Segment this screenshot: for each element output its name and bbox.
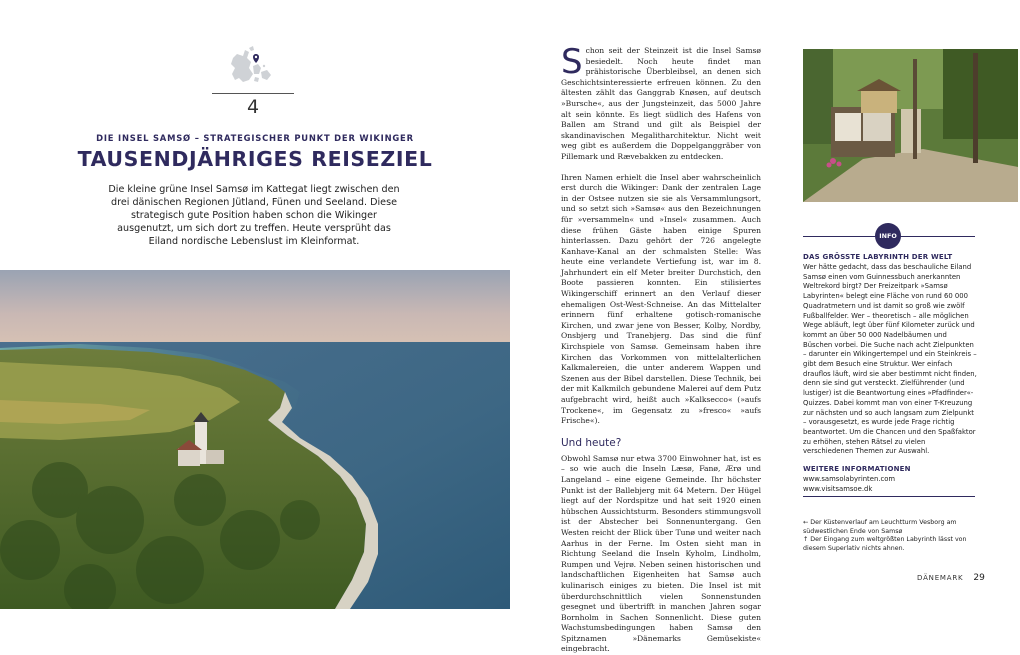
lighthouse-coast-photo — [0, 270, 510, 609]
chapter-number-rule — [212, 93, 294, 94]
body-paragraph-3: Obwohl Samsø nur etwa 3700 Einwohner hat, ist es – so wie auch die Inseln Læsø, Fanø, Ærø und Langeland – eine eigene Gemeinde. Ihr höchster Punkt ist der Ballebjerg mit 64 Metern. Der Hügel liegt auf der Nordspitze und hat seit 1920 einen hübschen Aussichtsturm. Besonders stimmungsvoll ist der Abstecher bei Sonnenuntergang. Gen Westen reicht der Blick über Tunø und weiter nach Aarhus in der Ferne. Im Osten sieht man in Richtung Seeland die Inseln Kyholm, Lindholm, Rumpen und Vejrø. Neben seinen historischen und landschaftlichen Eigenheiten hat Samsø auch kulinarisch einiges zu bieten. Die Insel ist mit überdurchschnittlich vielen Sonnenstunden gesegnet und übertrifft in manchen Jahren sogar Bornholm in Sachen Sonnenlicht. Diese guten Wachstumsbedingungen haben Samsø den Spitznamen »Dänemarks Gemüsekiste« eingebracht. — [561, 453, 761, 654]
drop-cap: S — [561, 42, 583, 82]
location-pin-icon — [253, 54, 259, 63]
body-paragraph-2: Ihren Namen erhielt die Insel aber wahrscheinlich erst durch die Wikinger: Dank der zentralen Lage in der Ostsee nutzen sie sie als Versammlungsort, und so setzt sich »Samsø« aus den Bezeichnungen für »versammeln« und »Insel« zusammen. Auch diese frühen Gäste haben einige Spuren hinterlassen. Dazu gehört der 726 angelegte Kanhave-Kanal an der schmalsten Stelle: Was heute eine verlandete Vertiefung ist, war im 8. Jahrhundert ein elf Meter breiter Durchstich, den Boote passieren konnten. Ein stilisiertes Wikingerschiff erinnert an den Verlauf dieser ehemaligen Ost-West-Schneise. An das Mittelalter erinnern fünf erhaltene gotisch-romanische Kirchen, und zwar jene von Besser, Kolby, Nordby, Onsbjerg und Tranebjerg. Das sind die fünf Kirchspiele von Samsø. Gemeinsam haben ihre Kirchen das Vorkommen von mittelalterlichen Kalkmalereien, die unter anderem Wappen und Szenen aus der Bibel darstellen. Diese Technik, bei der mit Kalkmilch gebundene Malerei auf dem Putz aufgebracht wird, heißt auch »Kalksecco« (»aufs Trockene«, im Gegensatz zu »fresco« »aufs Frische«). — [561, 172, 761, 426]
info-badge: INFO — [875, 223, 901, 249]
info-title: DAS GRÖSSTE LABYRINTH DER WELT — [803, 253, 953, 261]
footer-section: DÄNEMARK — [917, 574, 964, 582]
link-labyrinth[interactable]: www.samsolabyrinten.com — [803, 475, 896, 484]
main-text-column — [561, 42, 761, 655]
headline: TAUSENDJÄHRIGES REISEZIEL — [77, 147, 433, 171]
link-visitsamsoe[interactable]: www.visitsamsoe.dk — [803, 484, 873, 493]
overline: DIE INSEL SAMSØ – STRATEGISCHER PUNKT DER WIKINGER — [96, 133, 414, 143]
caption-top-photo: ↑ Der Eingang zum weltgrößten Labyrinth lässt von diesem Superlativ nichts ahnen. — [803, 536, 967, 552]
photo-captions — [803, 519, 983, 553]
more-info-title: WEITERE INFORMATIONEN — [803, 465, 911, 474]
caption-left-photo: ← Der Küstenverlauf am Leuchtturm Vesborg am südwestlichen Ende von Samsø — [803, 519, 957, 535]
labyrinth-entrance-photo — [803, 49, 1018, 202]
info-box — [803, 253, 977, 494]
page-number: 29 — [973, 573, 985, 583]
denmark-map-icon — [227, 44, 273, 88]
lead-paragraph: Die kleine grüne Insel Samsø im Kattegat liegt zwischen den drei dänischen Regionen Jütland, Fünen und Seeland. Diese strategisch gute Position haben schon die Wikinger ausgenutzt, um sich dort zu treffen. Heute versprüht das Eiland nordische Lebenslust im Kleinformat. — [108, 184, 400, 247]
subheading: Und heute? — [561, 436, 622, 449]
info-bottom-rule — [803, 496, 975, 497]
info-text: Wer hätte gedacht, dass das beschauliche Eiland Samsø einen vom Guinnessbuch anerkannten Weltrekord birgt? Der Freizeitpark »Samsø Labyrinten« belegt eine Fläche von rund 60 000 Quadratmetern und ist damit so groß wie zwölf Fußballfelder. Wer – theoretisch – alle möglichen Wege abläuft, legt über fünf Kilometer zurück und kommt an über 50 000 Nadelbäumen und Büschen vorbei. Die Suche nach acht Zielpunkten – darunter ein Wikingertempel und ein Steinkreis – gibt dem Besuch eine Struktur. Wer einfach drauflos läuft, wird sie aber bestimmt nicht finden, denn sie sind gut versteckt. Zielführender (und lustiger) ist die Beantwortung eines »Pfadfinder«-Quizzes. Dabei kommt man von einer T-Kreuzung zur nächsten und so auch langsam zum Zielpunkt – vorausgesetzt, es wurde jede Frage richtig beantwortet. Um die Chancen und den Spaßfaktor zu erhöhen, stehen Rätsel zu vielen verschiedenen Themen zur Auswahl. — [803, 263, 977, 456]
body-paragraph-1: Schon seit der Steinzeit ist die Insel Samsø besiedelt. Noch heute findet man prähistorische Überbleibsel, an denen sich Geschichtsinteressierte erfreuen können. Zu den ältesten zählt das Ganggrab Knøsen, auf deutsch »Bursche«, aus der Jungsteinzeit, das 5000 Jahre alt sein könnte. Es liegt südlich des Hafens von Ballen am Strand und gilt als Beispiel der skandinavischen Megalitharchitektur. Nicht weit weg gibt es außerdem die Doppelganggräber von Pillemark und Rævebakken zu entdecken. — [561, 42, 761, 161]
page-footer — [917, 573, 985, 583]
chapter-number: 4 — [246, 96, 260, 118]
